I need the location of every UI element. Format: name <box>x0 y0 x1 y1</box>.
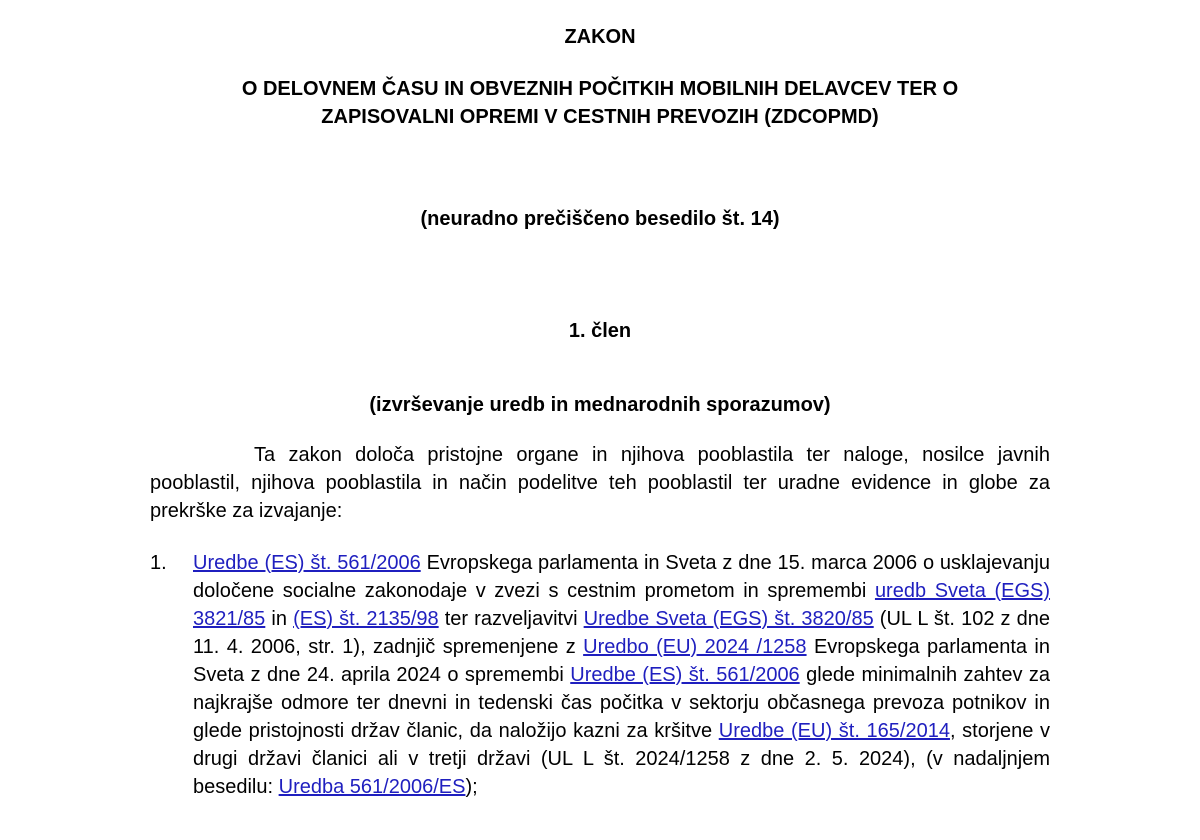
item-text-segment: ter razveljavitvi <box>438 608 584 630</box>
item-text-segment: (UL L št. 102 z dne 11. 4. 2006, str. 1), zadnjič spremenjene z <box>193 608 1050 658</box>
regulation-link[interactable]: Uredbo (EU) 2024 /1258 <box>583 636 807 658</box>
article-number: 1. člen <box>568 320 632 342</box>
law-title <box>150 75 1050 131</box>
regulation-link[interactable]: Uredbe Sveta (EGS) št. 3820/85 <box>583 608 874 630</box>
list-item-text <box>193 549 1050 801</box>
list-item-number: 1. <box>150 552 167 574</box>
list-item <box>150 549 1050 801</box>
regulation-link[interactable]: uredb Sveta (EGS) 3821/85 <box>193 580 1051 630</box>
article-heading: (izvrševanje uredb in mednarodnih sporazumov) <box>369 394 831 416</box>
regulation-link[interactable]: Uredbe (ES) št. 561/2006 <box>570 664 800 686</box>
regulation-link[interactable]: Uredbe (EU) št. 165/2014 <box>718 720 950 742</box>
item-text-segment: , storjene v drugi državi članici ali v tretji državi (UL L št. 2024/1258 z dne 2. 5. 2024), (v nadaljnjem besedilu: <box>193 720 1050 798</box>
item-text-segment: glede minimalnih zahtev za najkrajše odmore ter dnevni in tedenski čas počitka v sektorju občasnega prevoza potnikov in glede pristojnosti držav članic, da naložijo kazni za kršitve <box>193 664 1051 742</box>
law-title-line-1: O DELOVNEM ČASU IN OBVEZNIH POČITKIH MOBILNIH DELAVCEV TER O <box>241 78 959 100</box>
article-intro-paragraph: Ta zakon določa pristojne organe in njihova pooblastila ter naloge, nosilce javnih pooblastil, njihova pooblastila in način podelitve teh pooblastil ter uradne evidence in globe za prekrške za izvajanje: <box>150 444 1050 522</box>
regulation-link[interactable]: Uredba 561/2006/ES <box>278 776 466 798</box>
regulation-link[interactable]: Uredbe (ES) št. 561/2006 <box>193 552 421 574</box>
item-text-segment: Evropskega parlamenta in Sveta z dne 24. aprila 2024 o spremembi <box>193 636 1050 686</box>
law-kind-heading: ZAKON <box>564 26 636 48</box>
consolidated-text-note: (neuradno prečiščeno besedilo št. 14) <box>420 208 780 230</box>
law-title-line-2: ZAPISOVALNI OPREMI V CESTNIH PREVOZIH (ZDCOPMD) <box>321 106 879 128</box>
item-text-segment: in <box>265 608 294 630</box>
regulation-link[interactable]: (ES) št. 2135/98 <box>293 608 439 630</box>
item-text-segment: ); <box>465 776 478 798</box>
item-text-segment: Evropskega parlamenta in Sveta z dne 15. marca 2006 o usklajevanju določene socialne zakonodaje v zvezi s cestnim prometom in spremembi <box>193 552 1050 602</box>
